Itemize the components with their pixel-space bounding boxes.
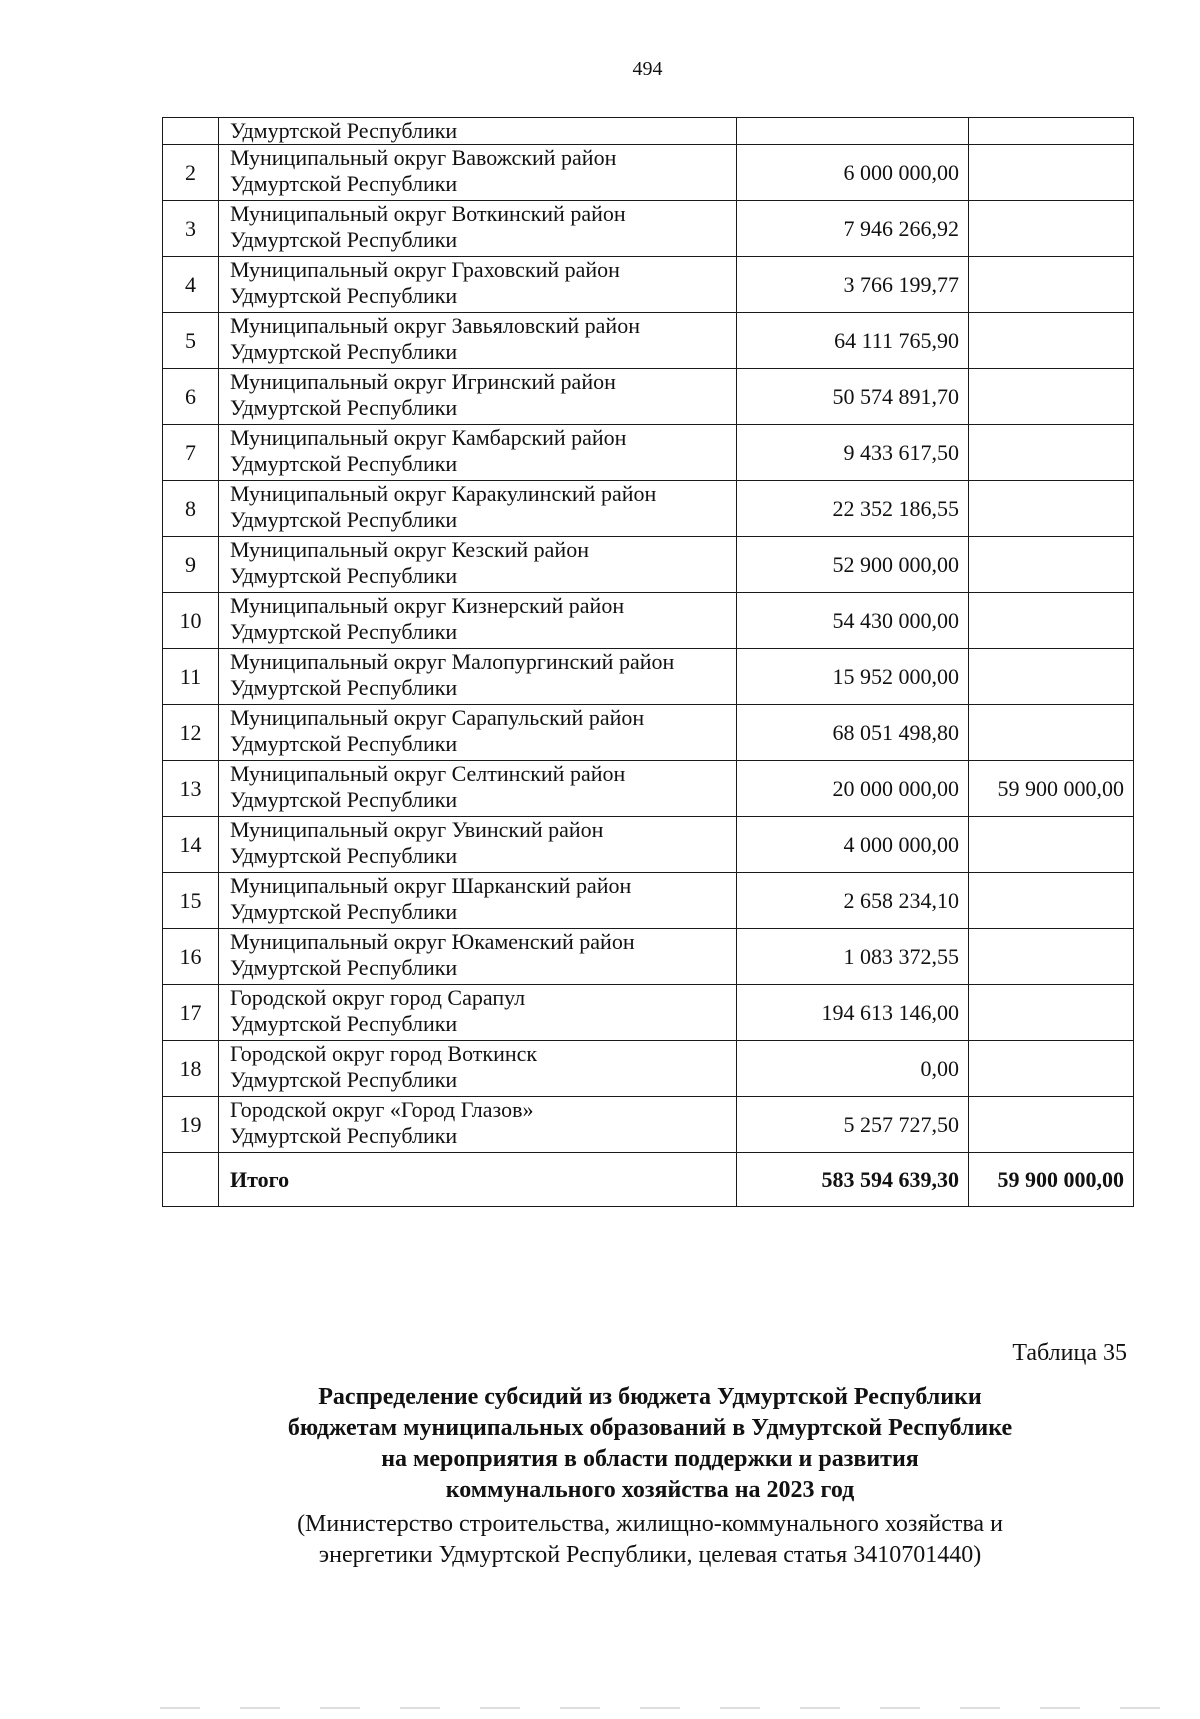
- municipality-name: [219, 873, 737, 929]
- municipality-name-line: Городской округ город Сарапул: [230, 985, 526, 1010]
- row-number: 16: [163, 929, 219, 985]
- municipality-name: [219, 257, 737, 313]
- municipality-name-line: Муниципальный округ Селтинский район: [230, 761, 626, 786]
- row-number: 15: [163, 873, 219, 929]
- title-line: на мероприятия в области поддержки и развития: [381, 1446, 919, 1472]
- municipality-name-line: Муниципальный округ Вавожский район: [230, 145, 617, 170]
- amount-cell-extra: [969, 425, 1134, 481]
- municipality-name-line: Муниципальный округ Завьяловский район: [230, 313, 640, 338]
- total-amount-extra: 59 900 000,00: [969, 1153, 1134, 1207]
- table-label: Таблица 35: [1012, 1340, 1127, 1366]
- municipality-name-line: Удмуртской Республики: [230, 619, 458, 644]
- table-row: [163, 201, 1134, 257]
- municipality-name: [219, 985, 737, 1041]
- amount-cell-extra: [969, 705, 1134, 761]
- amount-cell-extra: [969, 201, 1134, 257]
- row-number: 5: [163, 313, 219, 369]
- municipality-name-line: Удмуртской Республики: [230, 283, 458, 308]
- row-number: 3: [163, 201, 219, 257]
- amount-cell-extra: [969, 481, 1134, 537]
- amount-cell: 0,00: [737, 1041, 969, 1097]
- municipality-name: [219, 929, 737, 985]
- amount-cell: 68 051 498,80: [737, 705, 969, 761]
- subtitle-line: (Министерство строительства, жилищно-коммунального хозяйства и: [297, 1511, 1003, 1537]
- municipality-name: [219, 1097, 737, 1153]
- municipality-name: [219, 425, 737, 481]
- amount-cell-extra: [969, 873, 1134, 929]
- table-row: [163, 481, 1134, 537]
- amount-cell-extra: [969, 369, 1134, 425]
- amount-cell-extra: [969, 313, 1134, 369]
- municipality-name-line: Муниципальный округ Увинский район: [230, 817, 604, 842]
- amount-cell-extra: [969, 593, 1134, 649]
- municipality-name-line: Удмуртской Республики: [230, 451, 458, 476]
- amount-cell: 6 000 000,00: [737, 145, 969, 201]
- row-number: 8: [163, 481, 219, 537]
- municipality-name-line: Удмуртской Республики: [230, 731, 458, 756]
- municipality-name-line: Муниципальный округ Малопургинский район: [230, 649, 675, 674]
- amount-cell-extra: [969, 1097, 1134, 1153]
- amount-cell-extra: [969, 649, 1134, 705]
- title-line: бюджетам муниципальных образований в Удмуртской Республике: [287, 1415, 1013, 1441]
- subtitle-line: энергетики Удмуртской Республики, целевая статья 3410701440): [318, 1542, 982, 1568]
- amount-cell: 194 613 146,00: [737, 985, 969, 1041]
- amount-cell: 9 433 617,50: [737, 425, 969, 481]
- total-amount: 583 594 639,30: [737, 1153, 969, 1207]
- amount-cell: 50 574 891,70: [737, 369, 969, 425]
- table-row: [163, 761, 1134, 817]
- table-row: [163, 1041, 1134, 1097]
- scan-artifact: [160, 1707, 1160, 1709]
- amount-cell-extra: [969, 1041, 1134, 1097]
- municipality-name-line: Муниципальный округ Каракулинский район: [230, 481, 657, 506]
- amount-cell: 2 658 234,10: [737, 873, 969, 929]
- amount-cell: 5 257 727,50: [737, 1097, 969, 1153]
- municipality-name: [219, 481, 737, 537]
- municipality-name: [219, 313, 737, 369]
- total-label: Итого: [219, 1153, 737, 1207]
- municipality-name: [219, 649, 737, 705]
- table-row-total: [163, 1153, 1134, 1207]
- row-number: 7: [163, 425, 219, 481]
- table-row: [163, 817, 1134, 873]
- municipality-name: [219, 593, 737, 649]
- municipality-name-line: Муниципальный округ Игринский район: [230, 369, 616, 394]
- municipality-name-line: Муниципальный округ Кезский район: [230, 537, 589, 562]
- municipality-name-line: Удмуртской Республики: [230, 787, 458, 812]
- table-row: [163, 593, 1134, 649]
- municipality-name-line: Удмуртской Республики: [230, 171, 458, 196]
- amount-cell: 52 900 000,00: [737, 537, 969, 593]
- municipality-name: [219, 817, 737, 873]
- municipality-name-line: Муниципальный округ Юкаменский район: [230, 929, 635, 954]
- row-number: 13: [163, 761, 219, 817]
- municipality-name: [219, 537, 737, 593]
- municipality-name-line: Удмуртской Республики: [230, 1123, 458, 1148]
- row-number: [163, 118, 219, 145]
- table-row-continuation: [163, 118, 1134, 145]
- municipality-name-line: Муниципальный округ Шарканский район: [230, 873, 632, 898]
- amount-cell: 20 000 000,00: [737, 761, 969, 817]
- amount-cell: 64 111 765,90: [737, 313, 969, 369]
- table-row: [163, 537, 1134, 593]
- amount-cell-extra: [969, 929, 1134, 985]
- row-number: 6: [163, 369, 219, 425]
- subsidy-table: [162, 117, 1134, 1207]
- table-row: [163, 705, 1134, 761]
- amount-cell: 22 352 186,55: [737, 481, 969, 537]
- row-number: 2: [163, 145, 219, 201]
- row-number: 4: [163, 257, 219, 313]
- row-number: 19: [163, 1097, 219, 1153]
- amount-cell: 1 083 372,55: [737, 929, 969, 985]
- municipality-name-line: Удмуртской Республики: [230, 899, 458, 924]
- municipality-name-line: Удмуртской Республики: [230, 1011, 458, 1036]
- title-line: Распределение субсидий из бюджета Удмуртской Республики: [318, 1384, 982, 1410]
- row-number: 12: [163, 705, 219, 761]
- amount-cell-extra: [969, 817, 1134, 873]
- municipality-name: [219, 145, 737, 201]
- page-number: 494: [632, 58, 663, 80]
- row-number: 17: [163, 985, 219, 1041]
- amount-cell: 3 766 199,77: [737, 257, 969, 313]
- row-number: 9: [163, 537, 219, 593]
- amount-cell: 7 946 266,92: [737, 201, 969, 257]
- municipality-name-line: Удмуртской Республики: [230, 339, 458, 364]
- municipality-name-line: Удмуртской Республики: [230, 563, 458, 588]
- total-number-cell: [163, 1153, 219, 1207]
- amount-cell-extra: [969, 257, 1134, 313]
- municipality-name-line: Муниципальный округ Кизнерский район: [230, 593, 625, 618]
- municipality-name-line: Городской округ «Город Глазов»: [230, 1097, 534, 1122]
- municipality-name-line: Муниципальный округ Граховский район: [230, 257, 620, 282]
- document-title: [160, 1382, 1140, 1506]
- row-number: 11: [163, 649, 219, 705]
- table-row: [163, 873, 1134, 929]
- table-row: [163, 929, 1134, 985]
- table-row: [163, 257, 1134, 313]
- municipality-name-line: Муниципальный округ Воткинский район: [230, 201, 626, 226]
- title-line: коммунального хозяйства на 2023 год: [445, 1477, 855, 1503]
- table-row: [163, 145, 1134, 201]
- amount-cell: 54 430 000,00: [737, 593, 969, 649]
- row-number: 10: [163, 593, 219, 649]
- table-row: [163, 313, 1134, 369]
- table-row: [163, 985, 1134, 1041]
- municipality-name-line: Городской округ город Воткинск: [230, 1041, 538, 1066]
- municipality-name-line: Удмуртской Республики: [230, 843, 458, 868]
- municipality-name: [219, 201, 737, 257]
- table-row: [163, 425, 1134, 481]
- amount-cell: [737, 118, 969, 145]
- amount-cell-extra: [969, 985, 1134, 1041]
- municipality-name: [219, 118, 737, 145]
- municipality-name: [219, 369, 737, 425]
- table-row: [163, 1097, 1134, 1153]
- amount-cell-extra: [969, 118, 1134, 145]
- municipality-name: [219, 705, 737, 761]
- municipality-name-line: Муниципальный округ Камбарский район: [230, 425, 627, 450]
- amount-cell: 4 000 000,00: [737, 817, 969, 873]
- amount-cell-extra: 59 900 000,00: [969, 761, 1134, 817]
- municipality-name-line: Удмуртской Республики: [230, 507, 458, 532]
- municipality-name-line: Удмуртской Республики: [230, 118, 458, 143]
- municipality-name-line: Удмуртской Республики: [230, 1067, 458, 1092]
- table-row: [163, 649, 1134, 705]
- table-row: [163, 369, 1134, 425]
- municipality-name: [219, 761, 737, 817]
- row-number: 18: [163, 1041, 219, 1097]
- municipality-name-line: Удмуртской Республики: [230, 395, 458, 420]
- municipality-name-line: Удмуртской Республики: [230, 955, 458, 980]
- municipality-name-line: Удмуртской Республики: [230, 675, 458, 700]
- amount-cell-extra: [969, 537, 1134, 593]
- document-subtitle: [160, 1509, 1140, 1571]
- amount-cell-extra: [969, 145, 1134, 201]
- table-body: [163, 118, 1134, 1153]
- municipality-name-line: Удмуртской Республики: [230, 227, 458, 252]
- municipality-name-line: Муниципальный округ Сарапульский район: [230, 705, 645, 730]
- amount-cell: 15 952 000,00: [737, 649, 969, 705]
- municipality-name: [219, 1041, 737, 1097]
- row-number: 14: [163, 817, 219, 873]
